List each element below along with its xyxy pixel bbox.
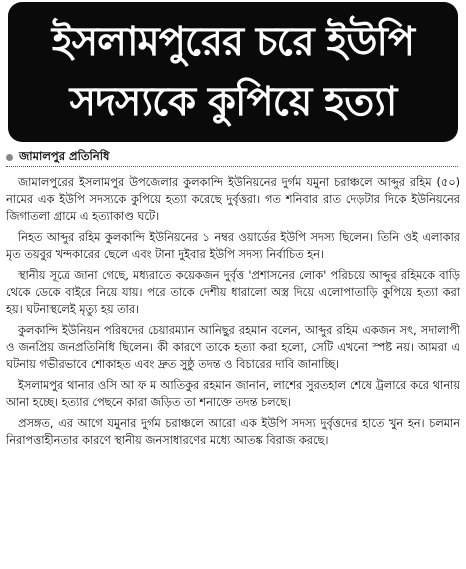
article-body bbox=[6, 174, 460, 566]
headline-line-2: সদস্যকে কুপিয়ে হত্যা bbox=[69, 79, 397, 125]
article-paragraph: কুলকান্দি ইউনিয়ন পরিষদের চেয়ারম্যান আনিছুর রহমান বলেন, আব্দুর রহিম একজন সৎ, সদালাপী ও জনপ্রিয় জনপ্রতিনিধি ছিলেন। কী কারণে তাকে হত্যা করা হলো, সেটি এখনো স্পষ্ট নয়। আমরা এ ঘটনায় গভীরভাবে শোকাহত এবং দ্রুত সুষ্ঠু তদন্ত ও বিচারের দাবি জানাচ্ছি। bbox=[6, 324, 460, 371]
article-paragraph: জামালপুরের ইসলামপুর উপজেলার কুলকান্দি ইউনিয়নের দুর্গম যমুনা চরাঞ্চলে আব্দুর রহিম (৫০) নামের এক ইউপি সদস্যকে কুপিয়ে হত্যা করেছে দুর্বৃত্তরা। গত শনিবার রাত দেড়টার দিকে ইউনিয়নের জিগাতলা গ্রামে এ হত্যাকাণ্ড ঘটে। bbox=[6, 176, 460, 223]
article-paragraph: ইসলামপুর থানার ওসি আ ফ ম আতিকুর রহমান জানান, লাশের সুরতহাল শেষে ট্রলারে করে থানায় আনা হচ্ছে। হত্যার পেছনে কারা জড়িত তা শনাক্তে তদন্ত চলছে। bbox=[6, 379, 460, 409]
article-paragraph: স্থানীয় সূত্রে জানা গেছে, মধ্যরাতে কয়েকজন দুর্বৃত্ত 'প্রশাসনের লোক' পরিচয়ে আব্দুর রহিমকে বাড়ি থেকে ডেকে বাইরে নিয়ে যায়। পরে তাকে দেশীয় ধারালো অস্ত্র দিয়ে এলোপাতাড়ি কুপিয়ে হত্যা করা হয়। ঘটনাস্থলেই মৃত্যু হয় তার। bbox=[6, 269, 460, 316]
byline-text: জামালপুর প্রতিনিধি bbox=[19, 148, 110, 163]
headline-box bbox=[8, 2, 458, 142]
article-paragraph: নিহত আব্দুর রহিম কুলকান্দি ইউনিয়নের ১ নম্বর ওয়ার্ডের ইউপি সদস্য ছিলেন। তিনি ওই এলাকার মৃত তয়বুর খন্দকারের ছেলে এবং টানা দুইবার ইউপি সদস্য নির্বাচিত হন। bbox=[6, 231, 460, 261]
byline bbox=[6, 148, 458, 167]
headline-line-1: ইসলামপুরের চরে ইউপি bbox=[51, 19, 415, 65]
article-paragraph: প্রসঙ্গত, এর আগে যমুনার দুর্গম চরাঞ্চলে আরো এক ইউপি সদস্য দুর্বৃত্তদের হাতে খুন হন। চলমান নিরাপত্তাহীনতার কারণে স্থানীয় জনসাধারণের মধ্যে আতঙ্ক বিরাজ করছে। bbox=[6, 417, 460, 447]
bullet-icon bbox=[6, 154, 13, 161]
